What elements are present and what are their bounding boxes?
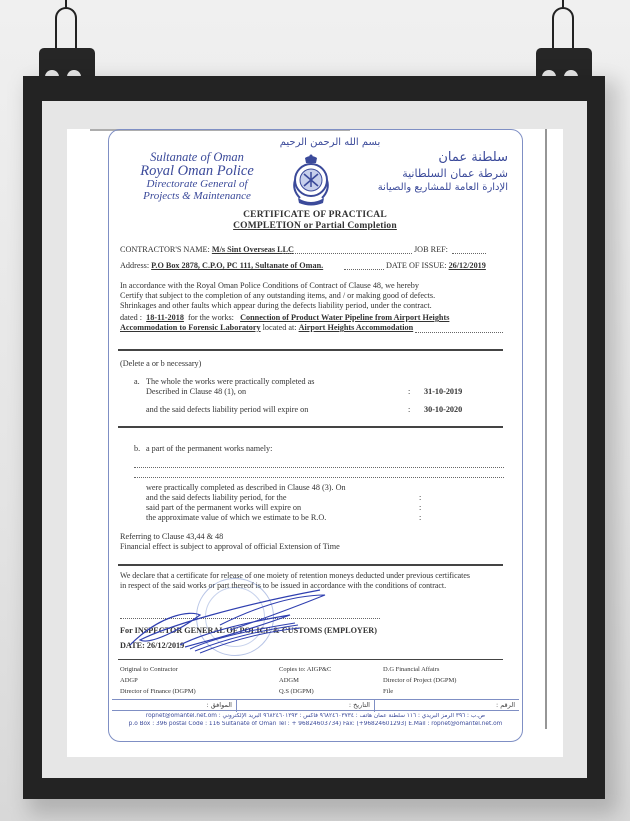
section-divider	[118, 349, 503, 351]
section-b-line-5: the approximate value of which we estimate to be R.O.	[146, 513, 327, 522]
letterhead-arabic	[368, 150, 508, 194]
title-line-1: CERTIFICATE OF PRACTICAL	[243, 210, 387, 220]
certificate-title	[230, 210, 400, 232]
delete-note: (Delete a or b necessary)	[120, 359, 202, 368]
works-label: for the works:	[188, 313, 234, 322]
contractor-name-label: CONTRACTOR'S NAME:	[120, 245, 210, 254]
copy-recipient: Original to Contractor	[120, 666, 178, 673]
section-b-line-3: and the said defects liability period, for the	[146, 493, 287, 502]
letterhead-line: Directorate General of	[146, 178, 248, 191]
dotted-line	[134, 467, 504, 468]
section-divider	[118, 659, 503, 660]
title-line-2: COMPLETION or Partial Completion	[233, 220, 397, 231]
dated-row	[120, 313, 449, 323]
section-a-line-3: and the said defects liability period will expire on	[146, 405, 309, 414]
letterhead-line: Sultanate of Oman	[150, 150, 244, 164]
copy-recipient: D.G Financial Affairs	[383, 666, 440, 673]
date-of-issue-value: 26/12/2019	[448, 261, 486, 270]
completed-date: 31-10-2019	[424, 387, 463, 396]
intro-line-2: Certify that subject to the completion of any outstanding items, and / or making good of defects.	[120, 291, 436, 300]
address-value: P.O Box 2878, C.P.O, PC 111, Sultanate of Oman.	[151, 261, 324, 270]
dated-value: 18-11-2018	[146, 313, 184, 322]
section-divider	[118, 426, 503, 428]
reference-number-cell: الرقم :	[495, 701, 515, 709]
section-a-marker: a.	[134, 377, 140, 386]
expiry-date: 30-10-2020	[424, 405, 463, 414]
paper-edge-line	[545, 129, 547, 729]
letterhead-arabic-line: شرطة عمان السلطانية	[402, 166, 508, 180]
dated-label: dated :	[120, 313, 143, 322]
date-cell: التاريخ :	[237, 700, 375, 712]
job-ref-blank	[452, 253, 486, 254]
job-ref-label: JOB REF:	[414, 245, 448, 254]
contractor-name-value: M/s Sint Overseas LLC	[211, 245, 294, 254]
works-value-2: Accommodation to Forensic Laboratory	[120, 323, 261, 332]
copy-recipient: File	[383, 688, 394, 695]
footer-contact-english: p.o Box : 396 postal Code : 116 Sultanate of Oman Tel : + 96824603734) Fax: (+96824601293) E.Mail : ropnet@omantel.net.om	[128, 720, 503, 727]
dotted-line	[282, 253, 412, 254]
signature-date-label: DATE:	[120, 641, 145, 650]
declaration-line-1: We declare that a certificate for release of one moiety of retention moneys deducted under previous certificates	[120, 571, 470, 580]
right-hanger-icon	[535, 0, 591, 78]
signatory-label: For INSPECTOR GENERAL OF POLICE & CUSTOMS (EMPLOYER)	[120, 626, 377, 635]
dotted-line	[415, 332, 503, 333]
copy-recipient: Q.S (DGPM)	[279, 688, 314, 695]
works-row-2	[120, 323, 413, 333]
declaration-line-2: in respect of the said works or part thereof is to be issued in accordance with the conditions of contract.	[120, 581, 447, 590]
basmala-text: بسم الله الرحمن الرحيم	[279, 137, 381, 148]
works-value-1: Connection of Product Water Pipeline from Airport Heights	[240, 313, 450, 322]
signature-date-value: 26/12/2019	[146, 641, 185, 650]
police-crest-icon	[286, 152, 336, 207]
address-label: Address:	[120, 261, 150, 270]
section-b-line-2: were practically completed as described in Clause 48 (3). On	[146, 483, 346, 492]
section-b-line-4: said part of the permanent works will expire on	[146, 503, 302, 512]
date-of-issue-row	[386, 261, 486, 271]
footer-contact-arabic: ص.ب : ٣٩٦ الرمز البريدي : ١١٦ سلطنة عمان هاتف : ٩٦٨٢٤٦٠٣٧٣٤ فاكس : ٩٦٨٢٤٦٠١٢٩٣ البريد الإلكتروني : ropnet@omantel.net.om	[145, 713, 486, 719]
intro-line-1: In accordance with the Royal Oman Police Conditions of Contract of Clause 48, we hereby	[120, 281, 419, 290]
reference-cells	[112, 699, 519, 711]
corresponding-date-cell: الموافق :	[112, 700, 237, 712]
referring-line-2: Financial effect is subject to approval of official Extension of Time	[120, 542, 340, 551]
colon: :	[408, 405, 411, 414]
address-row	[120, 261, 323, 271]
date-of-issue-label: DATE OF ISSUE:	[386, 261, 447, 270]
located-label: located at:	[262, 323, 297, 332]
letterhead-english	[132, 151, 262, 202]
letterhead-arabic-line: سلطنة عمان	[438, 150, 508, 165]
section-a-line-1: The whole the works were practically completed as	[146, 377, 315, 386]
colon: :	[419, 493, 422, 502]
colon: :	[419, 513, 422, 522]
copy-recipient: ADGP	[120, 677, 138, 684]
signature-icon	[120, 585, 330, 655]
located-value: Airport Heights Accommodation	[298, 323, 414, 332]
letterhead-arabic-line: الإدارة العامة للمشاريع والصيانة	[377, 182, 508, 194]
section-b-line-1: a part of the permanent works namely:	[146, 444, 273, 453]
dotted-line	[344, 269, 384, 270]
dotted-line	[134, 477, 504, 478]
section-b-marker: b.	[134, 444, 141, 453]
contractor-name-row	[120, 245, 294, 255]
section-a-line-2: Described in Clause 48 (1), on	[146, 387, 247, 396]
left-hanger-icon	[38, 0, 94, 78]
colon: :	[419, 503, 422, 512]
copy-recipient: Copies to: AIGP&C	[279, 666, 332, 673]
letterhead-line: Projects & Maintenance	[143, 189, 251, 202]
letterhead-line: Royal Oman Police	[140, 163, 254, 180]
copy-recipient: Director of Project (DGPM)	[383, 677, 457, 684]
footer-contact	[112, 713, 519, 728]
section-divider	[118, 564, 503, 566]
copy-recipient: ADGM	[279, 677, 299, 684]
referring-line-1: Referring to Clause 43,44 & 48	[120, 532, 224, 541]
intro-line-3: Shrinkages and other faults which appear during the defects liability period, under the contract.	[120, 301, 432, 310]
copy-recipient: Director of Finance (DGPM)	[120, 688, 196, 695]
colon: :	[408, 387, 411, 396]
